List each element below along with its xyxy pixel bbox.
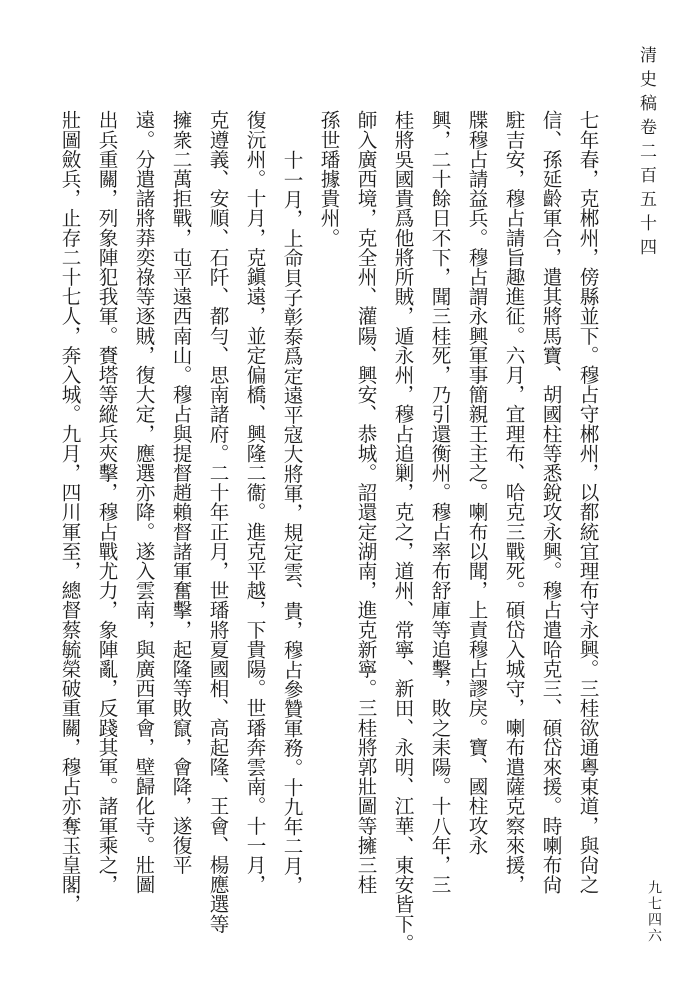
text-column: 興，二十餘日不下，聞三桂死，乃引還衡州。穆占率布舒庫等追擊，敗之耒陽。十八年，三 xyxy=(428,110,451,894)
text-column: 信、孫延齡軍合，遣其將馬寶、胡國柱等悉銳攻永興。穆占遣哈克三、碩岱來援。時喇布尙 xyxy=(539,110,562,894)
text-column: 壯圖斂兵，止存二十七人，奔入城。九月，四川軍至，總督蔡毓榮破重關，穆占亦奪玉皇閣， xyxy=(58,110,81,914)
text-column: 復沅州。十月，克鎭遠，並定偏橋、興隆二衞。進克平越，下貴陽。世璠奔雲南。十一月， xyxy=(243,110,266,894)
text-column-paragraph-start: 十一月，上命貝子彰泰爲定遠平寇大將軍，規定雲、貴，穆占參贊軍務。十九年二月， xyxy=(280,150,303,895)
running-header-title: 清史稿卷二百五十四 xyxy=(636,46,656,262)
text-column: 桂將吳國貴爲他將所賊，遁永州，穆占追剿，克之，道州、常寧、新田、永明、江華、東安皆下。 xyxy=(391,110,414,953)
text-column: 七年春，克郴州，傍縣並下。穆占守郴州，以都統宜理布守永興。三桂欲通粵東道，與尙之 xyxy=(576,110,599,894)
vertical-text-body xyxy=(58,110,606,953)
text-column: 駐吉安，穆占請旨趣進征。六月，宜理布、哈克三戰死。碩岱入城守，喇布遣薩克察來援， xyxy=(502,110,525,894)
text-column: 克遵義、安順、石阡、都勻、思南諸府。二十年正月，世璠將夏國相、高起隆、王會、楊應選等 xyxy=(206,110,229,934)
text-column: 孫世璠據貴州。 xyxy=(317,110,340,248)
text-column: 師入廣西境，克全州、灌陽、興安、恭城。詔還定湖南，進克新寧。三桂將郭壯圖等擁三桂 xyxy=(354,110,377,894)
text-column: 牒穆占請益兵。穆占謂永興軍事簡親王主之。喇布以聞，上責穆占謬戾。寶、國柱攻永 xyxy=(465,110,488,855)
text-column: 遠。分遣諸將莽奕祿等逐賊，復大定，應選亦降。遂入雲南，與廣西軍會，壁歸化寺。壯圖 xyxy=(132,110,155,894)
text-column: 擁衆二萬拒戰，屯平遠西南山。穆占與提督趙賴督諸軍奮擊，起隆等敗竄，會降，遂復平 xyxy=(169,110,192,875)
page-number: 九七四六 xyxy=(646,880,662,944)
text-column: 出兵重關，列象陣犯我軍。賚塔等縱兵夾擊，穆占戰尤力，象陣亂，反踐其軍。諸軍乘之， xyxy=(95,110,118,894)
